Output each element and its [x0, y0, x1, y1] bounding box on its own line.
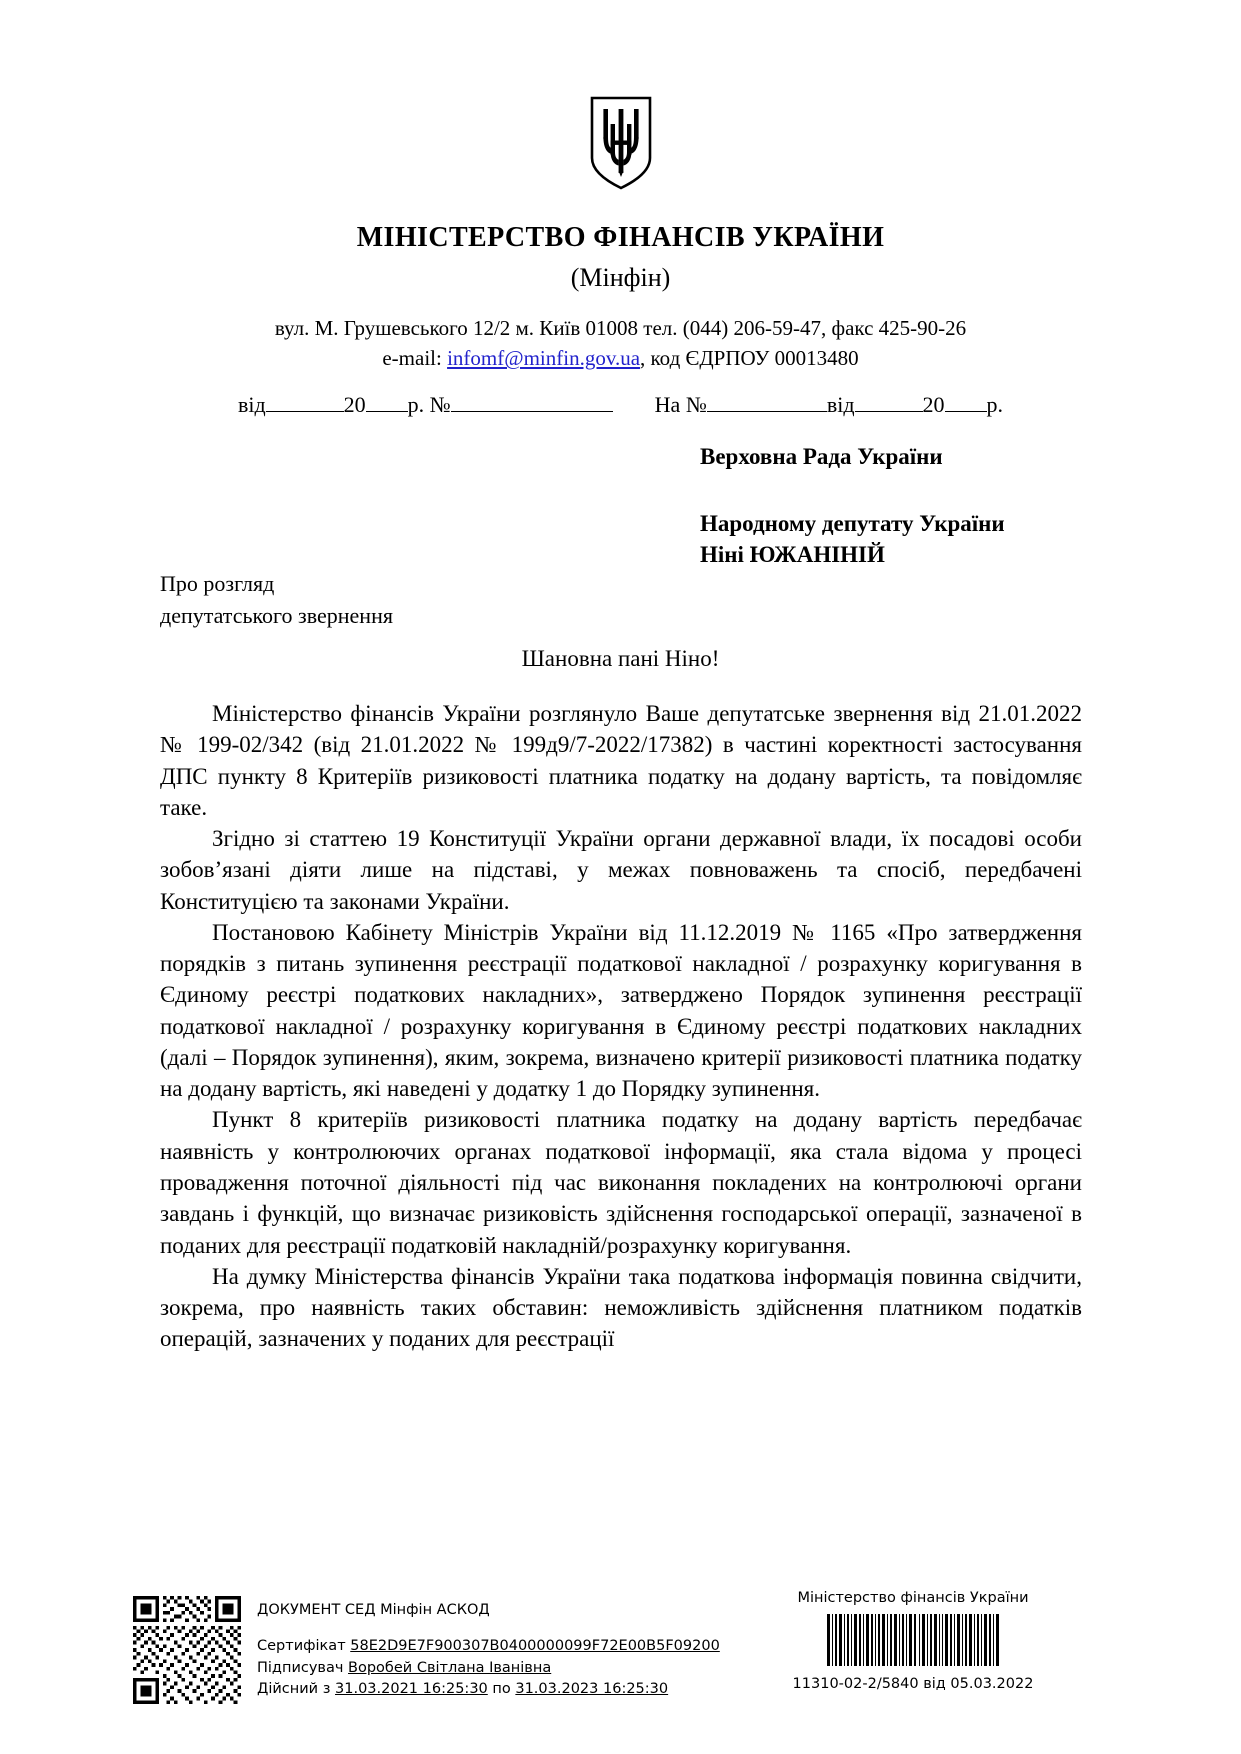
validity-label: Дійсний з: [257, 1681, 331, 1698]
address-line: вул. М. Грушевського 12/2 м. Київ 01008 тел. (044) 206-59-47, факс 425-90-26: [274, 315, 967, 340]
validity-separator: по: [492, 1681, 511, 1698]
body-paragraph: Пункт 8 критеріїв ризиковості платника податку на додану вартість передбачає наявність у контролюючих органах податкової інформації, яка стала відома у процесі провадження поточної діяльності під час виконання покладених на контролюючі органи завдань і функцій, що визначає ризиковість здійснення господарської операції, зазначеної в поданих для реєстрації податковій накладній/розрахунку коригування.: [160, 1107, 1082, 1258]
outgoing-date-label: від: [237, 392, 266, 417]
reply-number-label: На №: [654, 392, 707, 417]
signer-label: Підписувач: [257, 1659, 344, 1676]
email-comma: ,: [640, 346, 646, 371]
emblem-container: [0, 96, 1241, 195]
footer-signature-block: [133, 1596, 720, 1704]
outgoing-number-blank[interactable]: [451, 393, 613, 412]
validity-to: 31.03.2023 16:25:30: [515, 1681, 669, 1698]
subject-line-1: Про розгляд: [160, 571, 275, 596]
body-paragraph: Постановою Кабінету Міністрів України від 11.12.2019 № 1165 «Про затвердження порядків з питань зупинення реєстрації податкової накладної / розрахунку коригування в Єдиному реєстрі податкових накладних», затверджено Порядок зупинення реєстрації податкової накладної / розрахунку коригування в Єдиному реєстрі податкових накладних (далі – Порядок зупинення), яким, зокрема, визначено критерії ризиковості платника податку на додану вартість, які наведені у додатку 1 до Порядку зупинення.: [160, 919, 1082, 1102]
outgoing-day-blank[interactable]: [266, 393, 344, 412]
addressee-block: [700, 442, 1120, 570]
salutation: Шановна пані Ніно!: [521, 646, 720, 671]
body-paragraph: Міністерство фінансів України розглянуло Ваше депутатське звернення від 21.01.2022 № 199-02/342 (від 21.01.2022 № 199д9/7-2022/17382) в частині коректності застосування ДПС пункту 8 Критеріїв ризиковості платника податку на додану вартість, та повідомляє таке.: [160, 701, 1082, 820]
outgoing-number-label: р. №: [407, 392, 451, 417]
signer-line: [257, 1658, 720, 1680]
reply-number-blank[interactable]: [707, 393, 827, 412]
certificate-label: Сертифікат: [257, 1637, 346, 1654]
certificate-value: 58E2D9E7F900307B0400000099F72E00B5F09200: [350, 1637, 720, 1654]
document-reference-number: 11310-02-2/5840 від 05.03.2022: [792, 1675, 1034, 1692]
validity-line: [257, 1679, 720, 1701]
email-line: [0, 343, 1241, 373]
body-paragraph: На думку Міністерства фінансів України така податкова інформація повинна свідчити, зокрема, про наявність таких обставин: неможливість здійснення платником податків операцій, зазначених у поданих для реєстрації: [160, 1263, 1082, 1352]
reply-day-blank[interactable]: [855, 393, 923, 412]
reply-date-label: від: [826, 392, 855, 417]
qr-code-icon: [133, 1596, 241, 1704]
reply-year-blank[interactable]: [945, 393, 987, 412]
subject-line-2: депутатського звернення: [160, 602, 393, 628]
letter-body: [160, 698, 1082, 1355]
certificate-line: [257, 1636, 720, 1658]
footer-barcode-block: [748, 1588, 1078, 1695]
email-link[interactable]: infomf@minfin.gov.ua: [447, 346, 641, 371]
reply-year-prefix: 20: [922, 392, 945, 417]
edrpou-code: код ЄДРПОУ 00013480: [650, 346, 859, 371]
reference-number-line: [0, 392, 1241, 418]
organization-name: МІНІСТЕРСТВО ФІНАНСІВ УКРАЇНИ: [356, 222, 885, 253]
reply-year-suffix: р.: [986, 392, 1004, 417]
signer-value: Воробей Світлана Іванівна: [348, 1659, 552, 1676]
addressee-organization: Верховна Рада України: [700, 444, 943, 469]
ukraine-trident-coat-of-arms-icon: [588, 96, 654, 190]
footer-organization-name: Міністерство фінансів України: [797, 1590, 1029, 1606]
outgoing-year-prefix: 20: [343, 392, 366, 417]
email-label: e-mail:: [382, 346, 442, 371]
addressee-position: Народному депутату України: [700, 510, 1005, 536]
body-paragraph: Згідно зі статтею 19 Конституції України органи державної влади, їх посадові особи зобов’язані діяти лише на підставі, у межах повноважень та спосіб, передбачені Конституцією та законами України.: [160, 826, 1082, 914]
validity-from: 31.03.2021 16:25:30: [335, 1681, 488, 1698]
addressee-name: Ніні ЮЖАНІНІЙ: [700, 541, 885, 567]
certificate-details: [257, 1596, 720, 1701]
barcode-icon: [825, 1614, 1001, 1666]
document-system-label: ДОКУМЕНТ СЕД Мінфін АСКОД: [257, 1602, 490, 1618]
outgoing-year-blank[interactable]: [366, 393, 408, 412]
document-footer: [0, 1588, 1241, 1738]
organization-short-name: (Мінфін): [570, 263, 671, 293]
subject-block: [160, 568, 580, 632]
letterhead: [0, 222, 1241, 374]
